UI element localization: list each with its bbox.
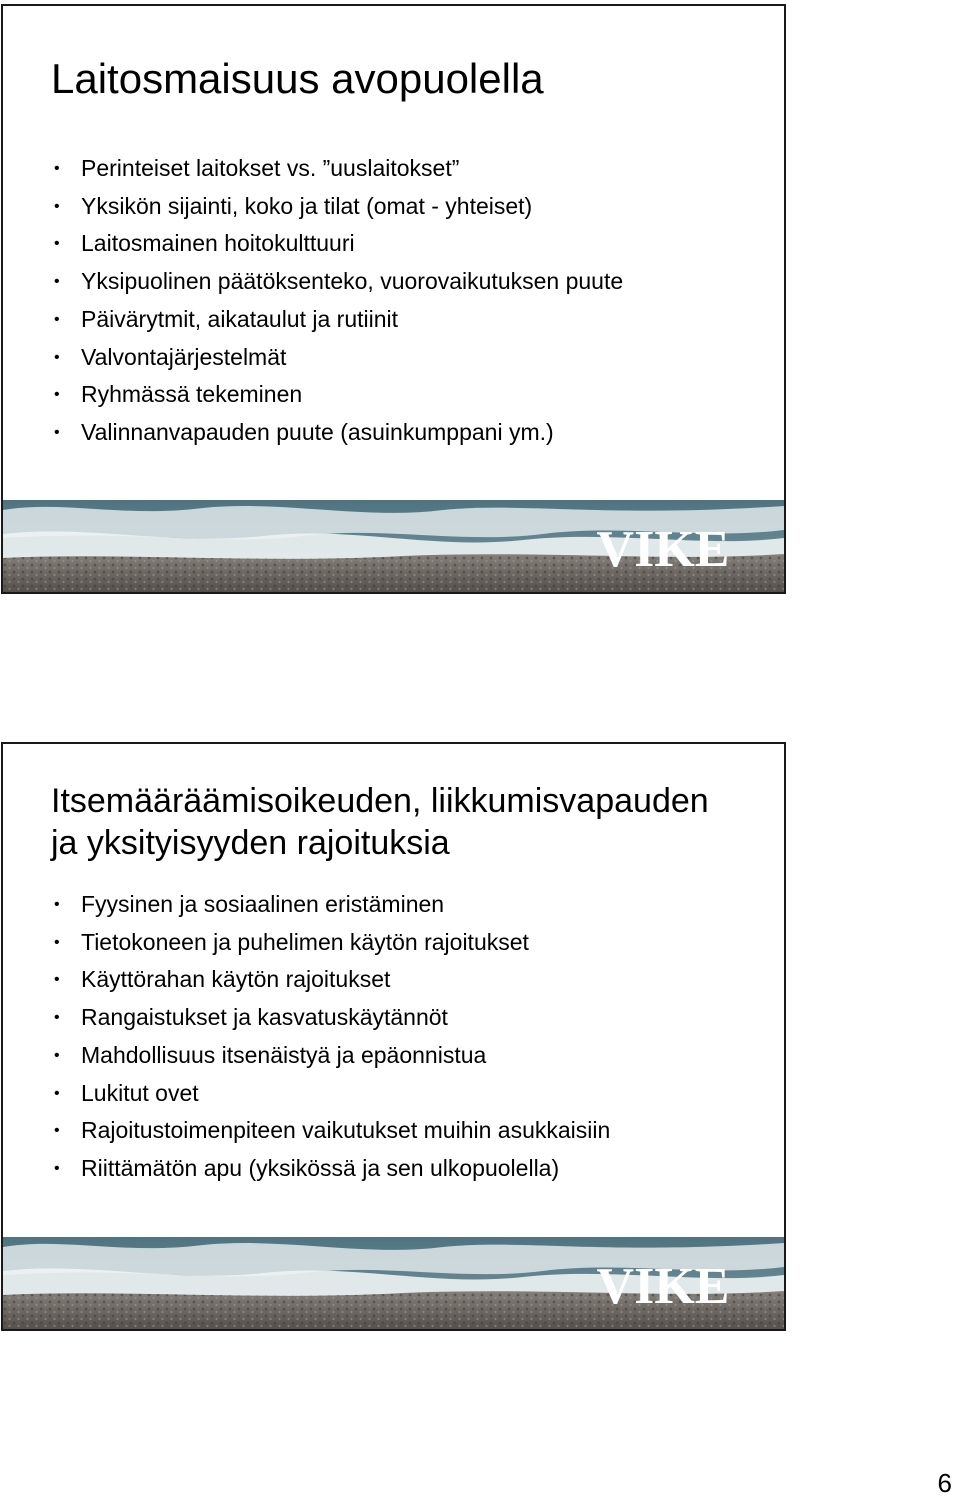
bullet-dot-icon: • xyxy=(54,197,60,215)
bullet-dot-icon: • xyxy=(54,386,60,404)
bullet-item: • Lukitut ovet xyxy=(51,1075,610,1113)
bullet-dot-icon: • xyxy=(54,1084,60,1102)
slide-1 xyxy=(1,4,786,594)
bullet-item: • Laitosmainen hoitokulttuuri xyxy=(51,225,623,263)
bullet-dot-icon: • xyxy=(54,1046,60,1064)
bullet-dot-icon: • xyxy=(54,160,60,177)
page-number: 6 xyxy=(937,1468,952,1498)
bullet-item: • Yksikön sijainti, koko ja tilat (omat - yhteiset) xyxy=(51,188,623,226)
bullet-dot-icon: • xyxy=(54,273,60,291)
bullet-item: • Mahdollisuus itsenäistyä ja epäonnistua xyxy=(51,1037,610,1075)
bullet-item: • Rajoitustoimenpiteen vaikutukset muihin asukkaisiin xyxy=(51,1112,610,1150)
bullet-dot-icon: • xyxy=(54,1122,60,1140)
slide-title-line: Laitosmaisuus avopuolella xyxy=(51,55,544,102)
bullet-dot-icon: • xyxy=(54,348,60,366)
bullet-item: • Yksipuolinen päätöksenteko, vuorovaikutuksen puute xyxy=(51,263,623,301)
bullet-dot-icon: • xyxy=(54,235,60,253)
bullet-item: • Riittämätön apu (yksikössä ja sen ulkopuolella) xyxy=(51,1150,610,1188)
bullet-dot-icon: • xyxy=(54,310,60,328)
bullet-dot-icon: • xyxy=(54,423,60,441)
slide-title-line: ja yksityisyyden rajoituksia xyxy=(51,824,450,862)
bullet-dot-icon: • xyxy=(54,1159,60,1177)
sea-banner-image xyxy=(3,1237,784,1329)
bullet-list xyxy=(51,886,610,1188)
bullet-item: • Tietokoneen ja puhelimen käytön rajoitukset xyxy=(51,924,610,962)
bullet-dot-icon: • xyxy=(54,1009,60,1027)
slide-title xyxy=(51,54,544,104)
bullet-item: • Rangaistukset ja kasvatuskäytännöt xyxy=(51,999,610,1037)
bullet-item: • Perinteiset laitokset vs. ”uuslaitokset” xyxy=(51,150,623,188)
vike-logo: VIKE xyxy=(596,521,730,578)
bullet-item: • Valvontajärjestelmät xyxy=(51,339,623,377)
bullet-item: • Valinnanvapauden puute (asuinkumppani ym.) xyxy=(51,414,623,452)
bullet-dot-icon: • xyxy=(54,971,60,989)
bullet-dot-icon: • xyxy=(54,896,60,913)
bullet-item: • Fyysinen ja sosiaalinen eristäminen xyxy=(51,886,610,924)
sea-banner xyxy=(3,500,784,592)
slide-title-line: Itsemääräämisoikeuden, liikkumisvapauden xyxy=(51,782,709,820)
slide-2 xyxy=(1,742,786,1331)
vike-logo: VIKE xyxy=(596,1258,730,1315)
sea-banner xyxy=(3,1237,784,1329)
sea-banner-image xyxy=(3,500,784,592)
bullet-dot-icon: • xyxy=(54,933,60,951)
bullet-item: • Ryhmässä tekeminen xyxy=(51,376,623,414)
bullet-item: • Päivärytmit, aikataulut ja rutiinit xyxy=(51,301,623,339)
bullet-list xyxy=(51,150,623,452)
bullet-item: • Käyttörahan käytön rajoitukset xyxy=(51,961,610,999)
slide-title xyxy=(51,780,771,864)
